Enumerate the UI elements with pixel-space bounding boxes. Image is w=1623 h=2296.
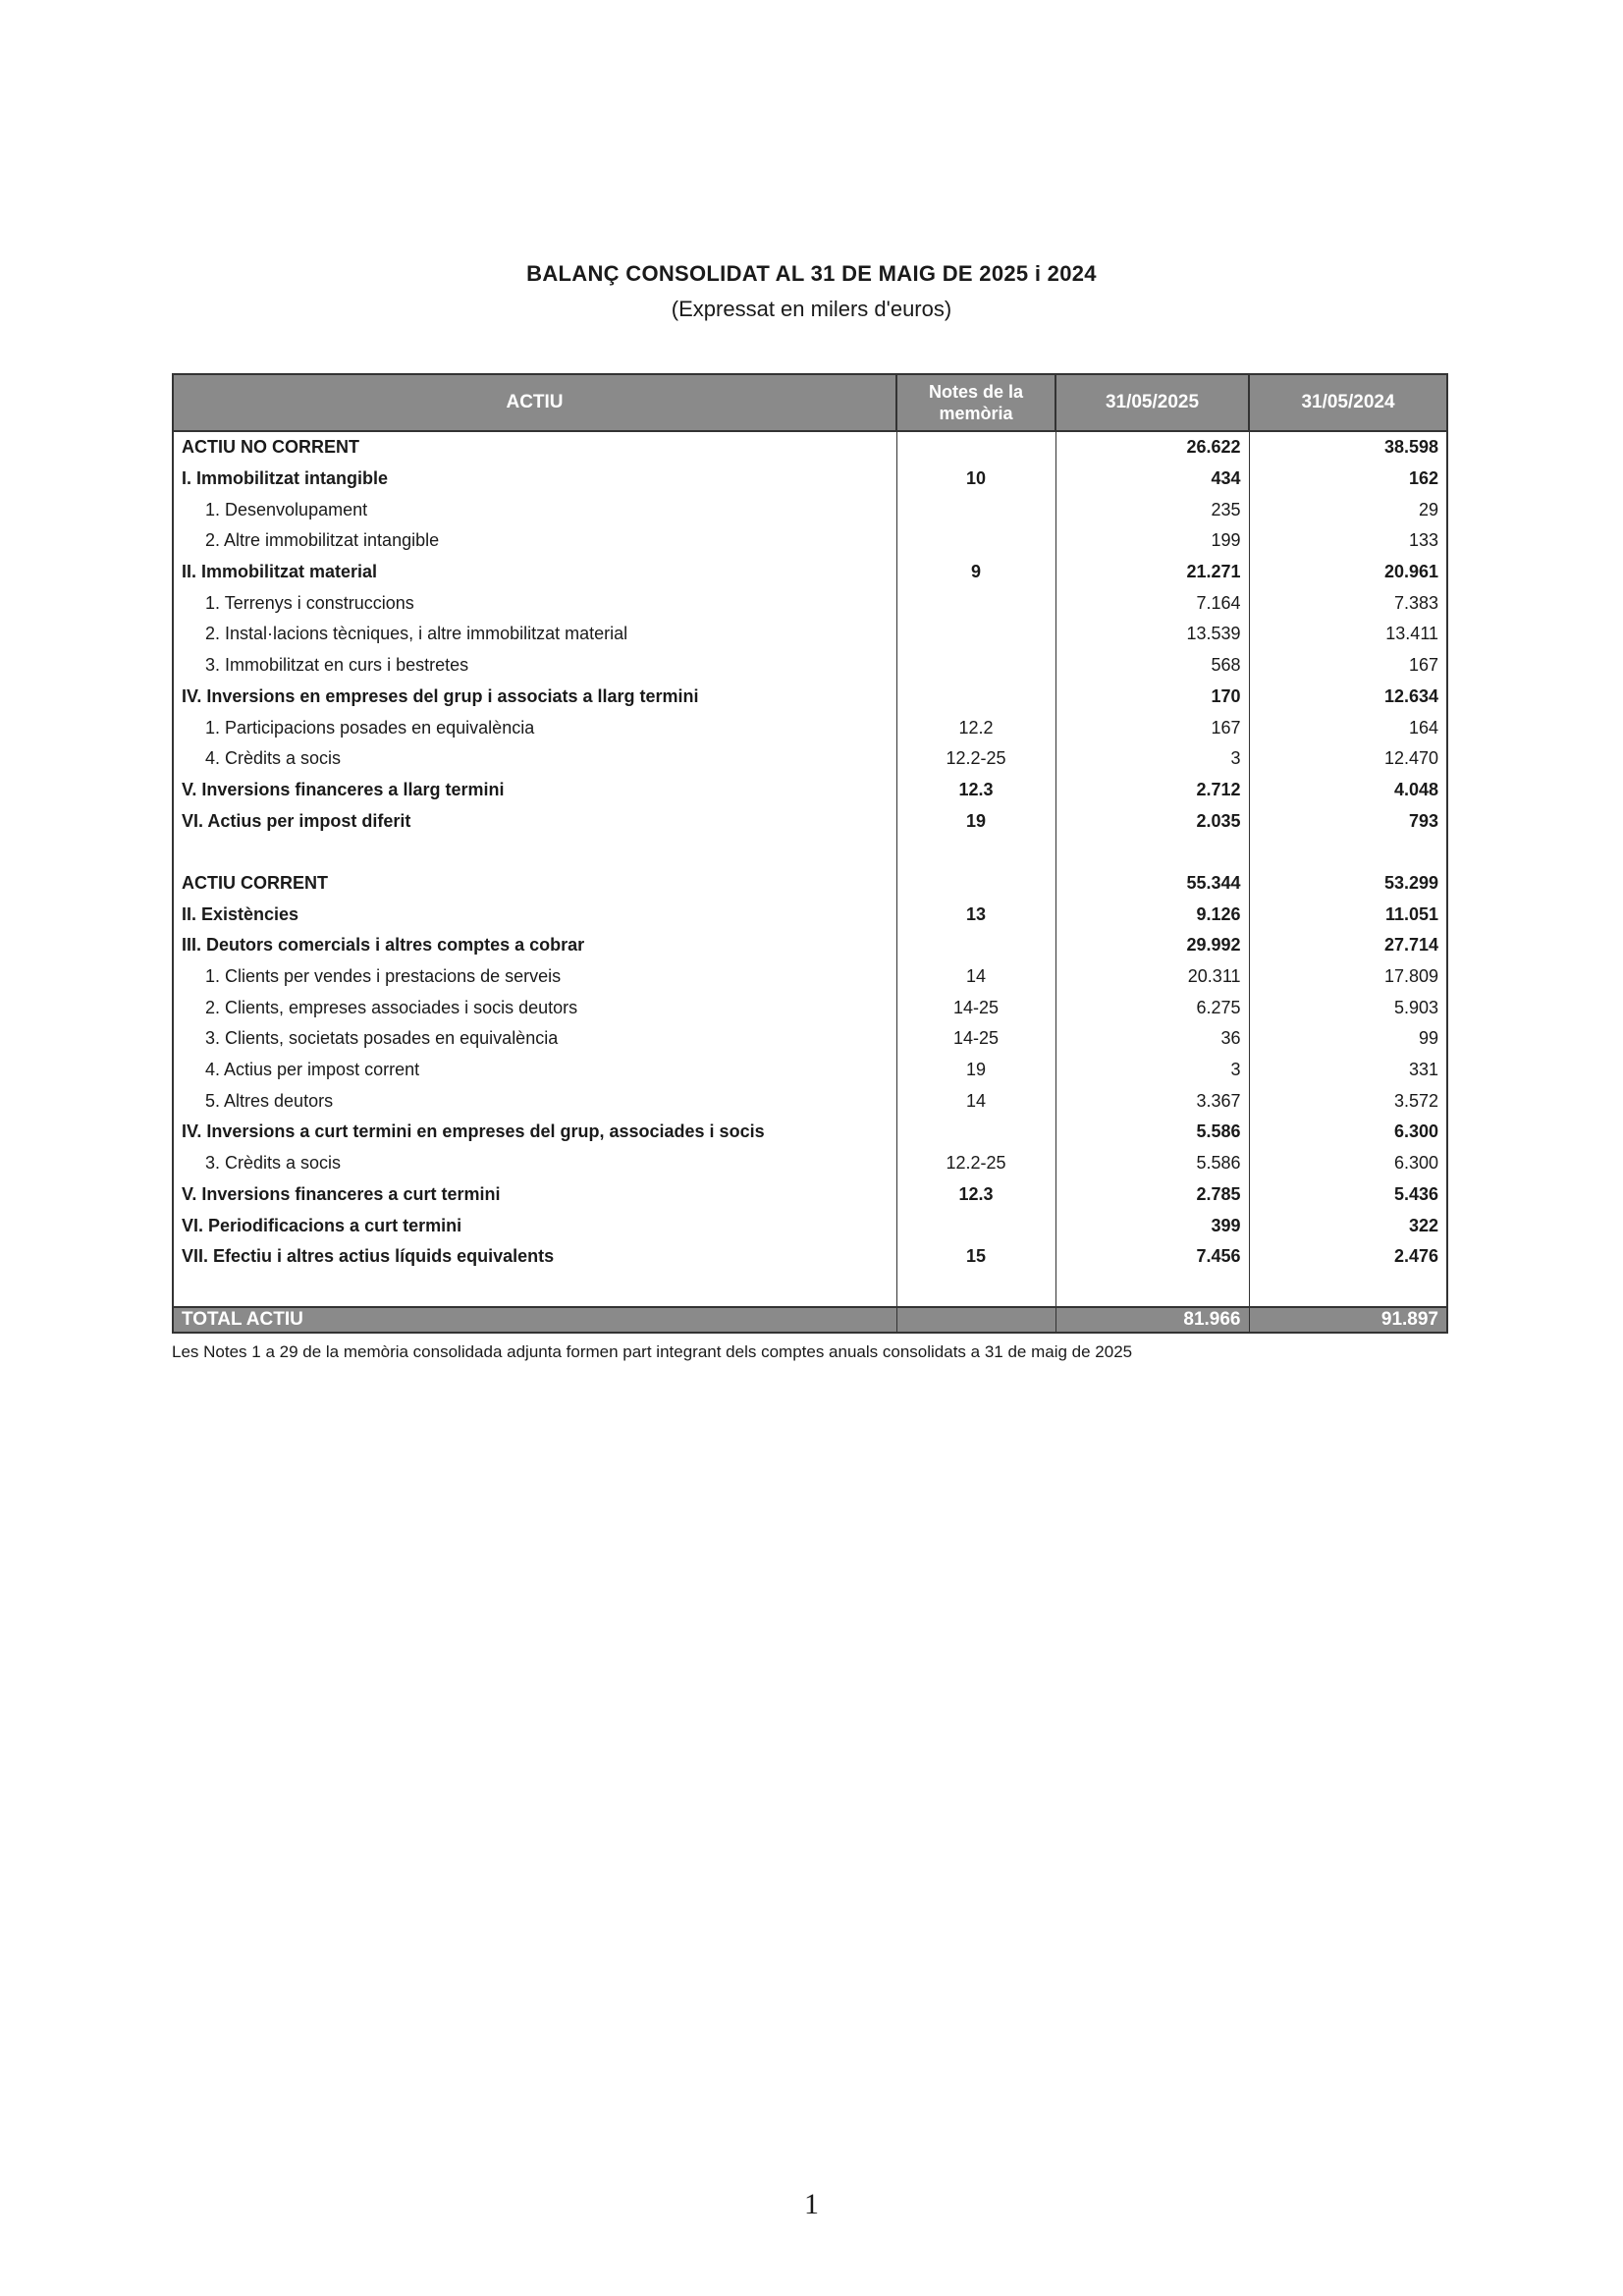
table-row	[173, 682, 1447, 713]
row-label: VI. Actius per impost diferit	[182, 810, 411, 831]
row-value-2025: 235	[1055, 494, 1249, 525]
row-value-2024	[1249, 837, 1447, 868]
row-value-2025: 5.586	[1055, 1148, 1249, 1179]
row-note: 19	[896, 805, 1055, 837]
row-value-2024: 7.383	[1249, 587, 1447, 619]
table-row	[173, 1023, 1447, 1055]
table-row	[173, 1273, 1447, 1307]
row-label: VI. Periodificacions a curt termini	[182, 1215, 462, 1235]
row-value-2025: 2.785	[1055, 1179, 1249, 1211]
row-note: 12.3	[896, 775, 1055, 806]
row-note	[896, 619, 1055, 650]
page-number: 1	[804, 2188, 819, 2220]
row-value-2025: 9.126	[1055, 899, 1249, 930]
row-value-2025: 3	[1055, 743, 1249, 775]
row-value-2025: 167	[1055, 712, 1249, 743]
table-row	[173, 1210, 1447, 1241]
total-year-2025: 81.966	[1055, 1307, 1249, 1333]
row-value-2025: 199	[1055, 525, 1249, 557]
table-header-row	[173, 374, 1447, 431]
table-row	[173, 775, 1447, 806]
row-note	[896, 868, 1055, 900]
table-row	[173, 1085, 1447, 1117]
row-note: 15	[896, 1241, 1055, 1273]
row-label: 2. Instal·lacions tècniques, i altre immobilitzat material	[205, 624, 628, 644]
row-label	[173, 1273, 896, 1307]
row-note: 12.2-25	[896, 743, 1055, 775]
row-label: II. Existències	[182, 903, 299, 924]
table-row	[173, 868, 1447, 900]
row-value-2024: 167	[1249, 650, 1447, 682]
row-value-2024: 99	[1249, 1023, 1447, 1055]
row-value-2025: 3	[1055, 1055, 1249, 1086]
table-row	[173, 650, 1447, 682]
row-value-2025: 21.271	[1055, 557, 1249, 588]
header-actiu: ACTIU	[173, 374, 896, 431]
balance-sheet-table	[172, 373, 1448, 1334]
row-value-2025	[1055, 837, 1249, 868]
row-value-2024: 53.299	[1249, 868, 1447, 900]
table-row	[173, 899, 1447, 930]
table-row	[173, 464, 1447, 495]
row-label: 3. Clients, societats posades en equivalència	[205, 1028, 559, 1049]
row-label: II. Immobilitzat material	[182, 562, 378, 582]
row-value-2025: 55.344	[1055, 868, 1249, 900]
row-label: 1. Desenvolupament	[205, 499, 368, 519]
table-row	[173, 712, 1447, 743]
row-note: 9	[896, 557, 1055, 588]
table-row	[173, 1055, 1447, 1086]
table-row	[173, 930, 1447, 961]
row-value-2024: 6.300	[1249, 1148, 1447, 1179]
row-value-2024	[1249, 1273, 1447, 1307]
row-value-2025: 2.035	[1055, 805, 1249, 837]
row-note	[896, 431, 1055, 464]
row-value-2024: 17.809	[1249, 961, 1447, 993]
table-row	[173, 587, 1447, 619]
row-note: 13	[896, 899, 1055, 930]
row-value-2024: 164	[1249, 712, 1447, 743]
row-label: 1. Participacions posades en equivalència	[205, 717, 535, 738]
table-row	[173, 557, 1447, 588]
row-note: 14	[896, 961, 1055, 993]
table-row	[173, 494, 1447, 525]
table-row	[173, 992, 1447, 1023]
row-note: 19	[896, 1055, 1055, 1086]
page-title: BALANÇ CONSOLIDAT AL 31 DE MAIG DE 2025 i 2024	[526, 261, 1097, 286]
row-value-2024: 5.436	[1249, 1179, 1447, 1211]
row-value-2025: 2.712	[1055, 775, 1249, 806]
row-value-2024: 4.048	[1249, 775, 1447, 806]
row-note: 10	[896, 464, 1055, 495]
table-row	[173, 805, 1447, 837]
page-subtitle: (Expressat en milers d'euros)	[671, 297, 952, 321]
total-year-2024: 91.897	[1249, 1307, 1447, 1333]
row-label: V. Inversions financeres a llarg termini	[182, 779, 505, 799]
row-label	[173, 837, 896, 868]
table-row	[173, 525, 1447, 557]
row-value-2025: 399	[1055, 1210, 1249, 1241]
table-row	[173, 431, 1447, 464]
footnote: Les Notes 1 a 29 de la memòria consolidada adjunta formen part integrant dels comptes anuals consolidats a 31 de maig de 2025	[172, 1342, 1133, 1361]
row-note	[896, 837, 1055, 868]
table-row	[173, 1179, 1447, 1211]
row-value-2025: 434	[1055, 464, 1249, 495]
row-value-2024: 27.714	[1249, 930, 1447, 961]
row-label: 1. Clients per vendes i prestacions de serveis	[205, 966, 562, 987]
row-value-2024: 331	[1249, 1055, 1447, 1086]
table-row	[173, 743, 1447, 775]
header-notes: Notes de la memòria	[896, 374, 1055, 431]
row-note: 12.2	[896, 712, 1055, 743]
row-label: 4. Crèdits a socis	[205, 748, 342, 769]
row-label: 3. Immobilitzat en curs i bestretes	[205, 655, 469, 676]
table-row	[173, 1117, 1447, 1148]
row-label: 2. Clients, empreses associades i socis deutors	[205, 997, 578, 1017]
row-label: 1. Terrenys i construccions	[205, 592, 414, 613]
header-year-2025: 31/05/2025	[1055, 374, 1249, 431]
row-label: 5. Altres deutors	[205, 1090, 334, 1111]
table-row	[173, 837, 1447, 868]
row-label: VII. Efectiu i altres actius líquids equivalents	[182, 1246, 555, 1267]
row-label: ACTIU NO CORRENT	[182, 437, 359, 458]
row-value-2024: 6.300	[1249, 1117, 1447, 1148]
row-label: 2. Altre immobilitzat intangible	[205, 530, 440, 551]
row-note	[896, 587, 1055, 619]
row-value-2024: 12.470	[1249, 743, 1447, 775]
row-note	[896, 494, 1055, 525]
row-label: V. Inversions financeres a curt termini	[182, 1183, 501, 1204]
table-body	[173, 431, 1447, 1307]
row-value-2025: 568	[1055, 650, 1249, 682]
row-value-2024: 5.903	[1249, 992, 1447, 1023]
row-value-2025: 3.367	[1055, 1085, 1249, 1117]
row-value-2025	[1055, 1273, 1249, 1307]
row-value-2025: 29.992	[1055, 930, 1249, 961]
row-note: 12.3	[896, 1179, 1055, 1211]
row-note	[896, 930, 1055, 961]
row-value-2024: 12.634	[1249, 682, 1447, 713]
row-label: III. Deutors comercials i altres comptes a cobrar	[182, 935, 585, 956]
row-note: 14-25	[896, 992, 1055, 1023]
row-value-2024: 322	[1249, 1210, 1447, 1241]
row-label: IV. Inversions a curt termini en empreses del grup, associades i socis	[182, 1121, 765, 1142]
row-note	[896, 1117, 1055, 1148]
table-row	[173, 619, 1447, 650]
row-value-2024: 38.598	[1249, 431, 1447, 464]
row-value-2024: 133	[1249, 525, 1447, 557]
row-label: I. Immobilitzat intangible	[182, 468, 389, 489]
row-value-2024: 11.051	[1249, 899, 1447, 930]
row-value-2025: 7.456	[1055, 1241, 1249, 1273]
table-row	[173, 1241, 1447, 1273]
row-value-2025: 20.311	[1055, 961, 1249, 993]
row-value-2024: 2.476	[1249, 1241, 1447, 1273]
row-note	[896, 1273, 1055, 1307]
row-value-2024: 29	[1249, 494, 1447, 525]
total-note	[896, 1307, 1055, 1333]
row-note	[896, 682, 1055, 713]
row-label: 3. Crèdits a socis	[205, 1153, 342, 1174]
row-value-2025: 170	[1055, 682, 1249, 713]
total-row	[173, 1307, 1447, 1333]
row-note: 14-25	[896, 1023, 1055, 1055]
row-value-2025: 26.622	[1055, 431, 1249, 464]
row-label: IV. Inversions en empreses del grup i associats a llarg termini	[182, 685, 699, 706]
row-value-2024: 20.961	[1249, 557, 1447, 588]
row-value-2025: 6.275	[1055, 992, 1249, 1023]
row-value-2024: 3.572	[1249, 1085, 1447, 1117]
total-label: TOTAL ACTIU	[173, 1307, 896, 1333]
row-value-2024: 793	[1249, 805, 1447, 837]
row-label: ACTIU CORRENT	[182, 872, 328, 893]
row-note	[896, 525, 1055, 557]
header-year-2024: 31/05/2024	[1249, 374, 1447, 431]
row-value-2025: 36	[1055, 1023, 1249, 1055]
row-note	[896, 650, 1055, 682]
row-value-2025: 7.164	[1055, 587, 1249, 619]
row-label: 4. Actius per impost corrent	[205, 1060, 420, 1080]
row-value-2025: 5.586	[1055, 1117, 1249, 1148]
table-row	[173, 1148, 1447, 1179]
table-row	[173, 961, 1447, 993]
row-note: 14	[896, 1085, 1055, 1117]
row-value-2025: 13.539	[1055, 619, 1249, 650]
row-note	[896, 1210, 1055, 1241]
row-value-2024: 13.411	[1249, 619, 1447, 650]
row-note: 12.2-25	[896, 1148, 1055, 1179]
row-value-2024: 162	[1249, 464, 1447, 495]
